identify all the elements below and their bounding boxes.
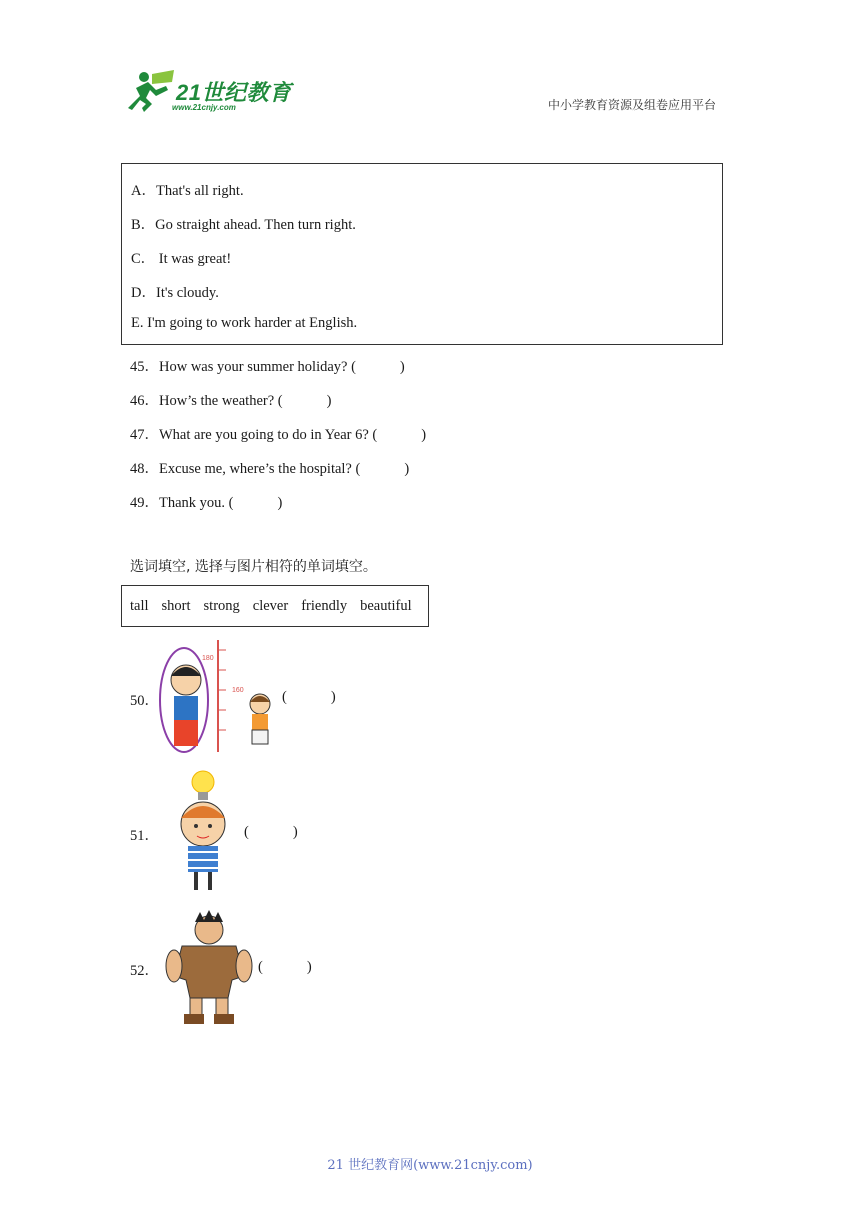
question-50-paren: ( ) xyxy=(282,689,336,705)
question-45: 45．How was your summer holiday? ( ) xyxy=(130,359,405,375)
logo-url: www.21cnjy.com xyxy=(172,103,236,112)
word-strong: strong xyxy=(203,597,240,614)
footer-text: 21 世纪教育网(www.21cnjy.com) xyxy=(327,1158,533,1173)
question-52-number: 52． xyxy=(130,963,159,979)
option-e: E. I'm going to work harder at English. xyxy=(131,315,358,331)
tall-short-kids-illustration xyxy=(156,640,280,756)
question-52-paren: ( ) xyxy=(258,959,312,975)
question-47: 47．What are you going to do in Year 6? ( ) xyxy=(130,427,427,443)
question-50-number: 50． xyxy=(130,693,159,709)
logo-text: 21世纪教育 xyxy=(176,80,292,105)
question-48: 48．Excuse me, where’s the hospital? ( ) xyxy=(130,461,410,477)
word-short: short xyxy=(161,597,191,614)
section-title: 选词填空, 选择与图片相符的单词填空。 xyxy=(130,559,377,575)
question-51-number: 51． xyxy=(130,828,159,844)
strong-man-illustration xyxy=(162,906,256,1026)
option-a: A．That's all right. xyxy=(131,183,244,199)
word-friendly: friendly xyxy=(301,597,348,614)
svg-text:160: 160 xyxy=(232,687,244,694)
word-tall: tall xyxy=(130,597,149,614)
header-platform-text: 中小学教育资源及组卷应用平台 xyxy=(548,98,717,112)
word-bank xyxy=(121,585,429,627)
svg-text:180: 180 xyxy=(202,655,214,662)
option-b: B．Go straight ahead. Then turn right. xyxy=(131,217,356,233)
option-c: C． It was great! xyxy=(131,251,232,267)
question-51-paren: ( ) xyxy=(244,824,298,840)
option-d: D．It's cloudy. xyxy=(131,285,219,301)
question-49: 49．Thank you. ( ) xyxy=(130,495,283,511)
clever-boy-lightbulb-illustration xyxy=(160,768,246,892)
question-46: 46．How’s the weather? ( ) xyxy=(130,393,332,409)
word-clever: clever xyxy=(252,597,289,614)
word-beautiful: beautiful xyxy=(360,597,412,614)
